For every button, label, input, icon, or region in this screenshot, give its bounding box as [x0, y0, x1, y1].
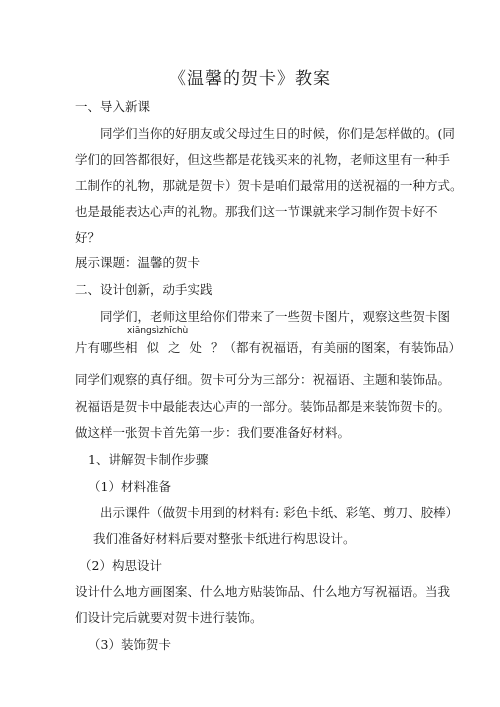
sub-heading-decorate: （3）装饰贺卡	[88, 637, 171, 652]
paragraph-line: 出示课件（做贺卡用到的材料有: 彩色卡纸、彩笔、剪刀、胶棒）	[100, 505, 459, 520]
annotated-text: 相似之处	[125, 340, 212, 355]
text-fragment: ？（都有祝福语，有美丽的图案，有装饰品）	[211, 340, 462, 355]
paragraph-line: 学们的回答都很好，但这些都是花钱买来的礼物，老师这里有一种手	[75, 152, 451, 167]
paragraph-line-with-pinyin	[75, 326, 462, 356]
paragraph-line: 我们准备好材料后要对整张卡纸进行构思设计。	[93, 531, 356, 546]
paragraph-line: 工制作的礼物，那就是贺卡）贺卡是咱们最常用的送祝福的一种方式。	[75, 178, 463, 193]
paragraph-line: 们设计完后就要对贺卡进行装饰。	[75, 610, 263, 625]
paragraph-line: 做这样一张贺卡首先第一步：我们要准备好材料。	[75, 425, 351, 440]
pinyin-annotation	[125, 326, 212, 356]
sub-heading-design: （2）构思设计	[79, 558, 162, 573]
section-heading-design: 二、设计创新，动手实践	[75, 282, 213, 297]
step-heading: 1、讲解贺卡制作步骤	[88, 452, 209, 467]
paragraph-line: 也是最能表达心声的礼物。那我们这一节课就来学习制作贺卡好不	[75, 204, 438, 219]
paragraph-line: 同学们当你的好朋友或父母过生日的时候，你们是怎样做的。(同	[100, 126, 455, 141]
paragraph-line: 同学们观察的真仔细。贺卡可分为三部分：祝福语、主题和装饰品。	[75, 372, 451, 387]
paragraph-line: 同学们，老师这里给你们带来了一些贺卡图片，观察这些贺卡图	[100, 309, 451, 324]
paragraph-line: 祝福语是贺卡中最能表达心声的一部分。装饰品都是来装饰贺卡的。	[75, 399, 451, 414]
sub-heading-materials: （1）材料准备	[88, 479, 171, 494]
text-fragment: 片有哪些	[75, 340, 126, 355]
show-topic-line: 展示课题：温馨的贺卡	[75, 255, 201, 270]
paragraph-line: 设计什么地方画图案、什么地方贴装饰品、什么地方写祝福语。当我	[75, 584, 451, 599]
section-heading-intro: 一、导入新课	[75, 99, 151, 114]
pinyin-text: xiāngsìzhīchù	[127, 326, 189, 336]
page-title: 《温馨的贺卡》教案	[169, 69, 331, 89]
paragraph-line: 好？	[75, 230, 101, 245]
